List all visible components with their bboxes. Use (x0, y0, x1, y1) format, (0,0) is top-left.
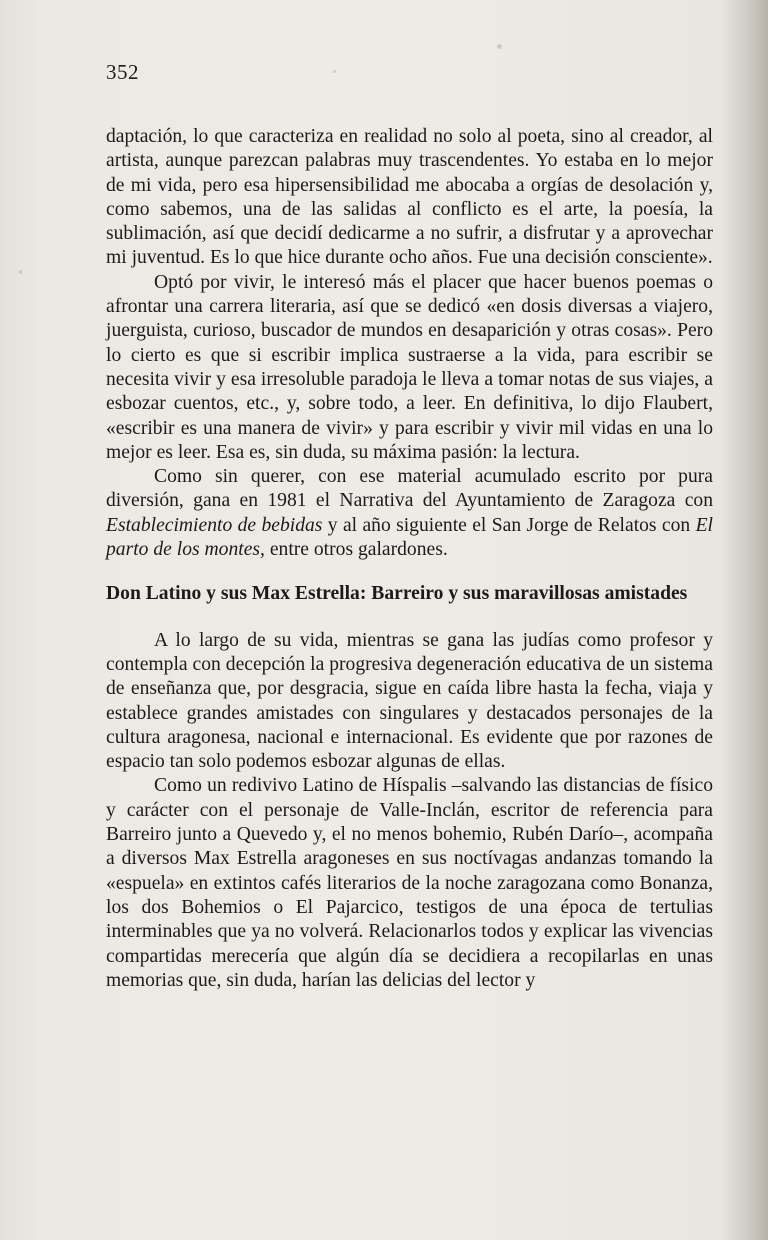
book-title: El parto de los montes, (106, 514, 713, 561)
ink-speck (19, 270, 22, 274)
ink-speck (497, 44, 502, 49)
paragraph: Optó por vivir, le interesó más el placer que hacer buenos poemas o afrontar una carrera literaria, así que se dedicó «en dosis diversas a viajero, juerguista, curioso, buscador de mundos en desaparición y otras cosas». Pero lo cierto es que si escribir implica sustraerse a la vida, para escribir se necesita vivir y esa irresoluble paradoja le lleva a tomar notas de sus viajes, a esbozar cuentos, etc., y, sobre todo, a leer. En definitiva, lo dijo Flaubert, «escribir es una manera de vivir» y para escribir y vivir mil vidas en una lo mejor es leer. Esa es, sin duda, su máxima pasión: la lectura. (106, 271, 713, 463)
paragraph: Como un redivivo Latino de Híspalis –salvando las distancias de físico y carácter con el personaje de Valle-Inclán, escritor de referencia para Barreiro junto a Quevedo y, el no menos bohemio, Rubén Darío–, acompaña a diversos Max Estrella aragoneses en sus noctívagas andanzas tomando la «espuela» en extintos cafés literarios de la noche zaragozana como Bonanza, los dos Bohemios o El Pajarcico, testigos de una época de tertulias interminables que ya no volverá. Relacionarlos todos y explicar las vivencias compartidas merecería que algún día se decidiera a recopilarlas en unas memorias que, sin duda, harían las delicias del lector y (106, 775, 713, 991)
paragraph (106, 465, 713, 562)
page-number: 352 (106, 60, 139, 84)
body-text (106, 125, 713, 993)
paragraph: daptación, lo que caracteriza en realidad no solo al poeta, sino al creador, al artista, aunque parezcan palabras muy trascendentes. Yo estaba en lo mejor de mi vida, pero esa hipersensibilidad me abocaba a orgías de desolación y, como sabemos, una de las salidas al conflicto es el arte, la poesía, la sublimación, así que decidí dedicarme a no sufrir, a disfrutar y a aprovechar mi juventud. Es lo que hice durante ocho años. Fue una decisión consciente». (106, 126, 713, 269)
paragraph: A lo largo de su vida, mientras se gana las judías como profesor y contempla con decepción la progresiva degeneración educativa de un sistema de enseñanza que, por desgracia, sigue en caída libre hasta la fecha, viaja y establece grandes amistades con singulares y destacados personajes de la cultura aragonesa, nacional e internacional. Es evidente que por razones de espacio tan solo podemos esbozar algunas de ellas. (106, 629, 713, 773)
paragraph-text: Como sin querer, con ese material acumulado escrito por pura diversión, gana en 1981 el Narrativa del Ayuntamiento de Zaragoza con (106, 466, 713, 512)
paragraph-text: entre otros galardones. (264, 539, 448, 561)
section-heading: Don Latino y sus Max Estrella: Barreiro y sus maravillosas amistades (106, 583, 688, 605)
book-title: Establecimiento de bebidas (106, 514, 323, 536)
paragraph-text: y al año siguiente el San Jorge de Relatos con (322, 514, 696, 536)
ink-speck (333, 70, 336, 73)
